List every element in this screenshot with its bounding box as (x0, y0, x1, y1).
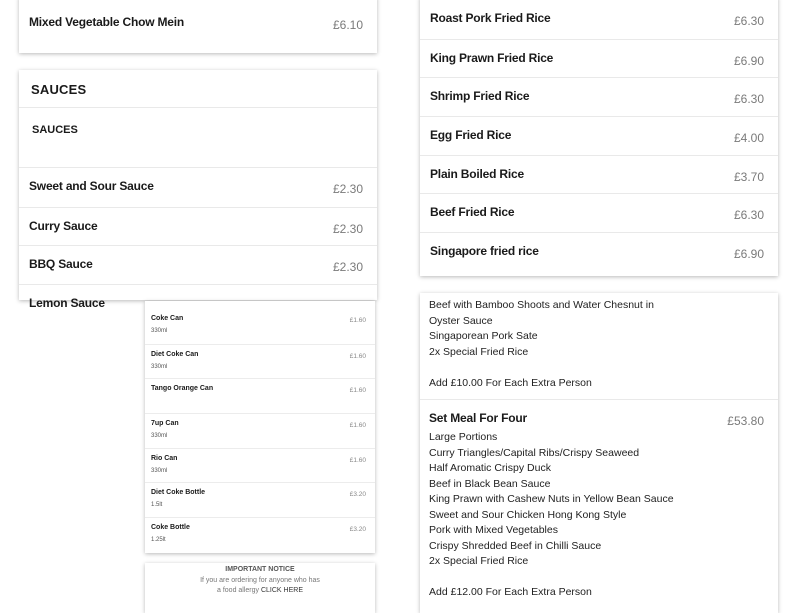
menu-item-price: £2.30 (332, 182, 363, 196)
menu-item-name: Shrimp Fried Rice (430, 89, 530, 104)
drink-size: 330ml (151, 328, 168, 334)
set-meal-four[interactable] (420, 400, 778, 601)
drink-name: Tango Orange Can (151, 385, 214, 393)
drink-price: £1.60 (349, 352, 366, 360)
description-line: Add £12.00 For Each Extra Person (429, 586, 592, 598)
menu-item-name: Egg Fried Rice (430, 128, 512, 143)
drink-size: 330ml (151, 363, 168, 370)
description-line: Curry Triangles/Capital Ribs/Crispy Seaweed (429, 446, 640, 459)
drink-name: Rio Can (151, 454, 178, 462)
drink-row[interactable] (145, 344, 375, 379)
description-line: Beef in Black Bean Sauce (429, 477, 551, 490)
menu-item-name: Beef Fried Rice (430, 205, 515, 220)
notice-title: IMPORTANT NOTICE (225, 566, 295, 573)
rice-card (420, 0, 778, 276)
set-meal-name: Set Meal For Four (429, 411, 527, 425)
notice-text: If you are ordering for anyone who has (200, 576, 320, 584)
description-line: Sweet and Sour Chicken Hong Kong Style (429, 508, 627, 521)
allergy-notice-card (145, 563, 375, 613)
menu-item-row[interactable] (19, 207, 377, 246)
menu-item-name: King Prawn Fried Rice (430, 50, 554, 65)
sauces-card (19, 70, 377, 311)
menu-item-name: Singapore fried rice (430, 244, 539, 259)
menu-item-row[interactable] (420, 39, 778, 78)
allergy-notice (145, 563, 375, 597)
sauces-subheader (19, 108, 377, 168)
menu-item-price: £2.30 (332, 221, 363, 236)
menu-item-price: £2.30 (332, 260, 363, 275)
drink-row[interactable] (145, 517, 375, 552)
allergy-link[interactable]: CLICK HERE (260, 587, 303, 594)
description-line: King Prawn with Cashew Nuts in Yellow Bean Sauce (429, 493, 674, 505)
menu-item-price: £6.30 (733, 92, 764, 107)
menu-item-price: £6.30 (733, 14, 764, 28)
drink-price: £1.60 (349, 422, 366, 430)
drink-name: Coke Bottle (151, 524, 190, 532)
notice-text-2: a food allergy (217, 587, 260, 594)
sauce-list (19, 168, 377, 323)
drink-name: Diet Coke Bottle (151, 489, 206, 497)
description-line: Crispy Shredded Beef in Chilli Sauce (429, 539, 602, 552)
drink-name: Diet Coke Can (151, 350, 199, 358)
description-line: Half Aromatic Crispy Duck (429, 462, 551, 474)
menu-item-row[interactable] (19, 0, 377, 53)
drink-size: 330ml (151, 467, 168, 474)
previous-set-meal-description (420, 293, 778, 400)
drink-row[interactable] (145, 378, 375, 413)
description-line: 2x Special Fried Rice (429, 345, 529, 358)
description-line (429, 570, 769, 586)
rice-list (420, 0, 778, 271)
description-line: 2x Special Fried Rice (429, 555, 529, 567)
drink-row[interactable] (145, 309, 375, 344)
drink-price: £3.20 (349, 491, 366, 499)
menu-item-name: BBQ Sauce (29, 257, 93, 272)
drink-price: £3.20 (349, 526, 366, 534)
drinks-card (145, 301, 375, 553)
description-line: Beef with Bamboo Shoots and Water Chesnut in (429, 299, 654, 311)
menu-item-price: £4.00 (733, 131, 764, 146)
menu-item-price: £3.70 (733, 169, 764, 184)
drink-name: 7up Can (151, 420, 179, 428)
drink-list (145, 301, 375, 552)
description-line: Large Portions (429, 431, 498, 443)
description-line (429, 360, 769, 376)
description-line: Pork with Mixed Vegetables (429, 524, 558, 536)
noodles-card (19, 0, 377, 53)
sauces-header (19, 70, 377, 108)
subsection-title: SAUCES (32, 124, 78, 136)
section-title: SAUCES (31, 82, 87, 97)
description-line: Singaporean Pork Sate (429, 330, 538, 342)
menu-item-name: Sweet and Sour Sauce (29, 179, 154, 193)
set-meal-price: £53.80 (727, 414, 764, 428)
menu-item-price: £6.10 (332, 18, 363, 32)
menu-item-row[interactable] (420, 0, 778, 39)
drink-size: 330ml (151, 433, 168, 440)
drink-price: £1.60 (349, 387, 366, 395)
menu-item-name: Roast Pork Fried Rice (430, 11, 551, 25)
menu-item-row[interactable] (19, 245, 377, 284)
menu-item-name: Lemon Sauce (29, 296, 105, 311)
drink-size: 1.25lt (151, 537, 166, 544)
drink-price: £1.60 (349, 456, 366, 464)
menu-item-row[interactable] (420, 193, 778, 232)
set-meal-description (420, 400, 778, 601)
menu-item-name: Curry Sauce (29, 218, 98, 233)
menu-item-row[interactable] (420, 116, 778, 155)
menu-item-row[interactable] (19, 168, 377, 207)
drink-size: 1.5lt (151, 502, 163, 509)
drink-name: Coke Can (151, 315, 184, 322)
menu-item-row[interactable] (420, 232, 778, 271)
menu-item-price: £6.90 (733, 247, 764, 262)
drink-row[interactable] (145, 482, 375, 517)
menu-item-price: £6.30 (733, 208, 764, 223)
drink-row[interactable] (145, 413, 375, 448)
menu-item-price: £6.90 (733, 53, 764, 68)
description-line: Oyster Sauce (429, 314, 493, 327)
drink-price: £1.60 (349, 317, 366, 324)
menu-item-name: Mixed Vegetable Chow Mein (29, 15, 185, 29)
description-line: Add £10.00 For Each Extra Person (429, 376, 592, 389)
menu-item-row[interactable] (420, 77, 778, 116)
set-meals-card (420, 293, 778, 613)
menu-item-name: Plain Boiled Rice (430, 166, 524, 181)
menu-item-row[interactable] (420, 155, 778, 194)
drink-row[interactable] (145, 448, 375, 483)
